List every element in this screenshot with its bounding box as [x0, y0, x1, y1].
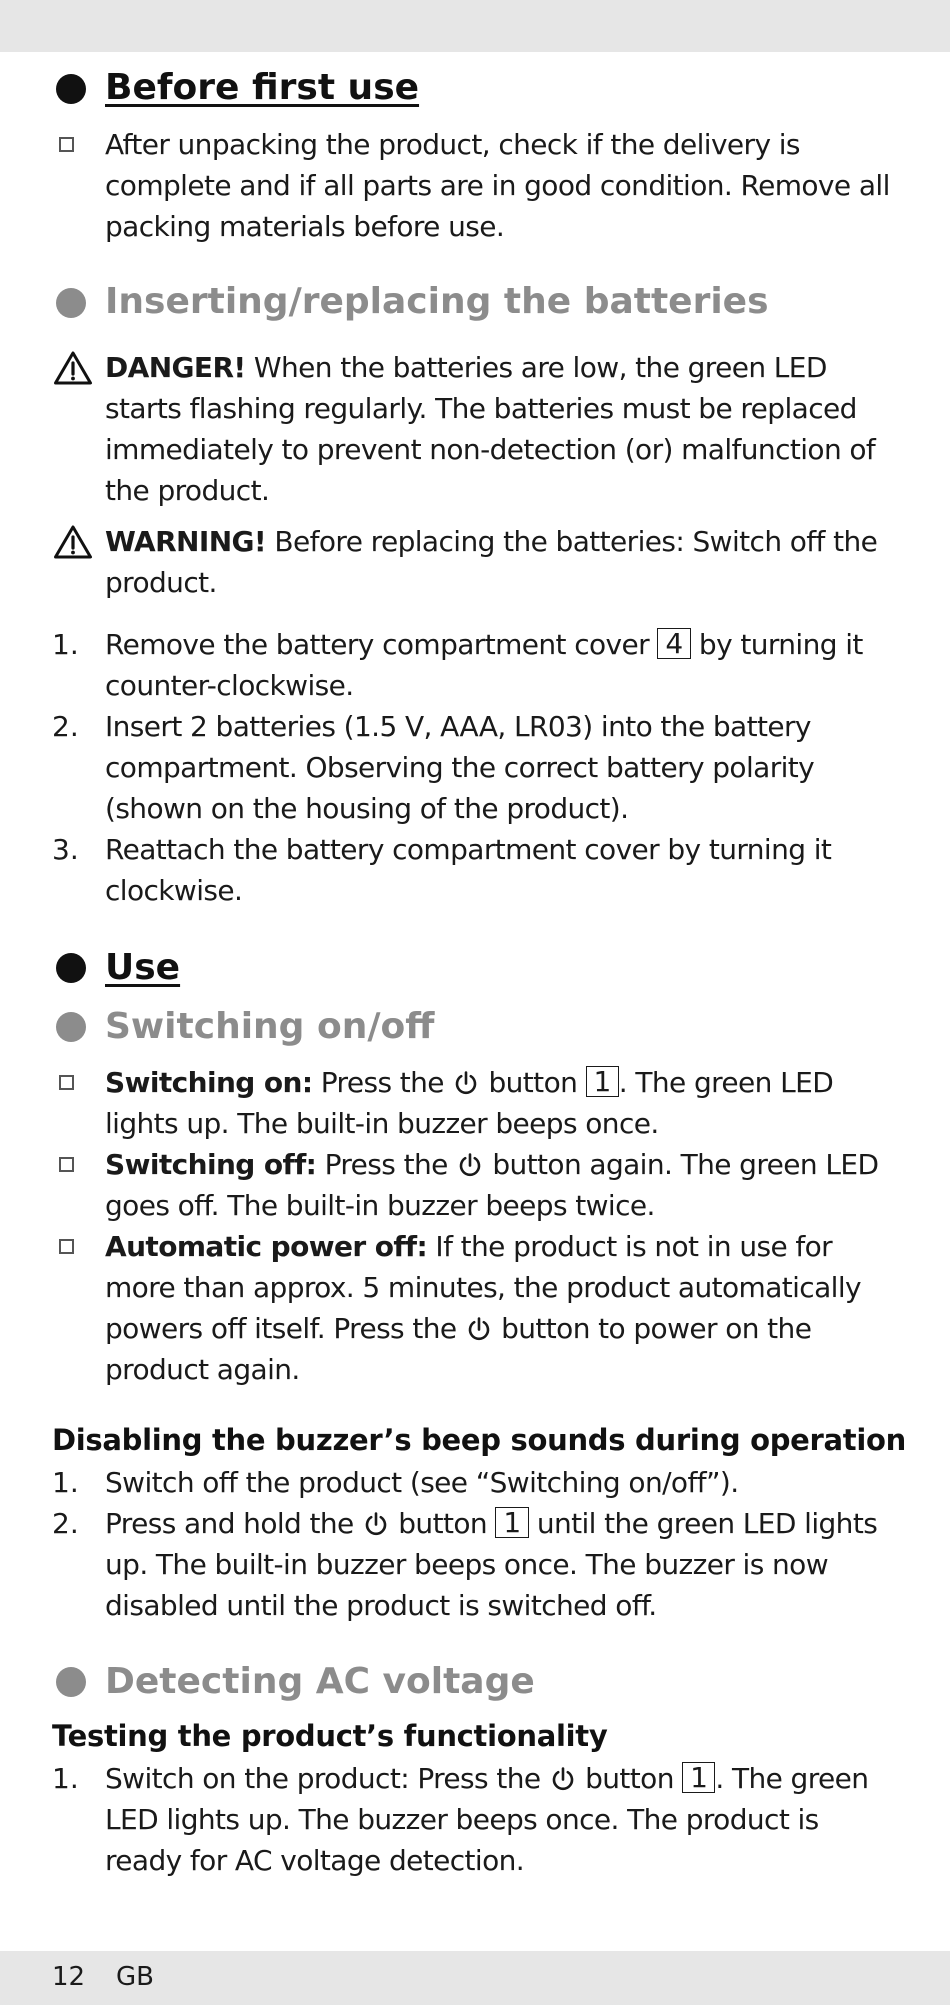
warning-text: Before replacing the batteries: Switch off the product. [105, 525, 878, 599]
square-bullet-icon [59, 1075, 74, 1090]
buzzer-step-1: Switch off the product (see “Switching on/off”). [105, 1466, 739, 1499]
power-icon [550, 1766, 576, 1792]
buzzer-step-2: Press and hold the button 1 until the green LED lights up. The built-in buzzer beeps once. The buzzer is now disabled until the product is switched off. [105, 1506, 878, 1622]
step-number: 3. [52, 833, 79, 866]
danger-text: When the batteries are low, the green LED starts flashing regularly. The batteries must be replaced immediately to prevent non-detection (or) malfunction of the product. [105, 351, 876, 507]
bullet-dot-icon [56, 74, 86, 104]
switching-off-text: Switching off: Press the button again. The green LED goes off. The built-in buzzer beeps twice. [105, 1148, 879, 1222]
bullet-dot-icon [56, 953, 86, 983]
subheading-buzzer: Disabling the buzzer’s beep sounds during operation [52, 1423, 906, 1457]
step-number: 2. [52, 1507, 79, 1540]
danger-label: DANGER! [105, 351, 246, 384]
step-number: 2. [52, 710, 79, 743]
warning-notice [105, 521, 895, 603]
bullet-dot-icon [56, 288, 86, 318]
square-bullet-icon [59, 1157, 74, 1172]
battery-step-2: Insert 2 batteries (1.5 V, AAA, LR03) into the battery compartment. Observing the correct battery polarity (shown on the housing of the product). [105, 710, 815, 825]
switching-on-text: Switching on: Press the button 1 . The green LED lights up. The built-in buzzer beeps once. [105, 1065, 834, 1140]
power-icon [363, 1511, 389, 1537]
before-first-use-text: After unpacking the product, check if the delivery is complete and if all parts are in good condition. Remove all packing materials before use. [105, 128, 890, 243]
part-reference-box: 1 [586, 1066, 619, 1097]
section-title-switching: Switching on/off [105, 1006, 435, 1047]
battery-step-1: Remove the battery compartment cover 4 by turning it counter-clockwise. [105, 627, 863, 702]
step-number: 1. [52, 1466, 79, 1499]
section-title-ac-voltage: Detecting AC voltage [105, 1661, 535, 1702]
square-bullet-icon [59, 1239, 74, 1254]
section-title-use: Use [105, 947, 181, 988]
subheading-functionality: Testing the product’s functionality [52, 1719, 608, 1753]
bullet-dot-icon [56, 1012, 86, 1042]
square-bullet-icon [59, 137, 74, 152]
step-number: 1. [52, 628, 79, 661]
power-icon [453, 1070, 479, 1096]
language-code: GB [116, 1962, 154, 1992]
warning-label: WARNING! [105, 525, 267, 558]
page-number: 12 [52, 1962, 86, 1992]
ac-step-1: Switch on the product: Press the button 1 . The green LED lights up. The buzzer beeps once. The product is ready for AC voltage detection. [105, 1761, 869, 1877]
section-title-batteries: Inserting/replacing the batteries [105, 281, 769, 322]
part-reference-box: 1 [495, 1507, 528, 1538]
bullet-dot-icon [56, 1667, 86, 1697]
battery-step-3: Reattach the battery compartment cover by turning it clockwise. [105, 833, 832, 907]
top-band [0, 0, 950, 52]
power-icon [457, 1152, 483, 1178]
auto-power-off-text: Automatic power off: If the product is not in use for more than approx. 5 minutes, the product automatically powers off itself. Press the button to power on the product again. [105, 1230, 861, 1386]
part-reference-box: 4 [657, 628, 690, 659]
warning-triangle-icon [53, 350, 93, 386]
step-number: 1. [52, 1762, 79, 1795]
power-icon [466, 1316, 492, 1342]
section-title-before-first-use: Before first use [105, 67, 420, 108]
part-reference-box: 1 [682, 1762, 715, 1793]
danger-notice [105, 347, 895, 511]
warning-triangle-icon [53, 524, 93, 560]
